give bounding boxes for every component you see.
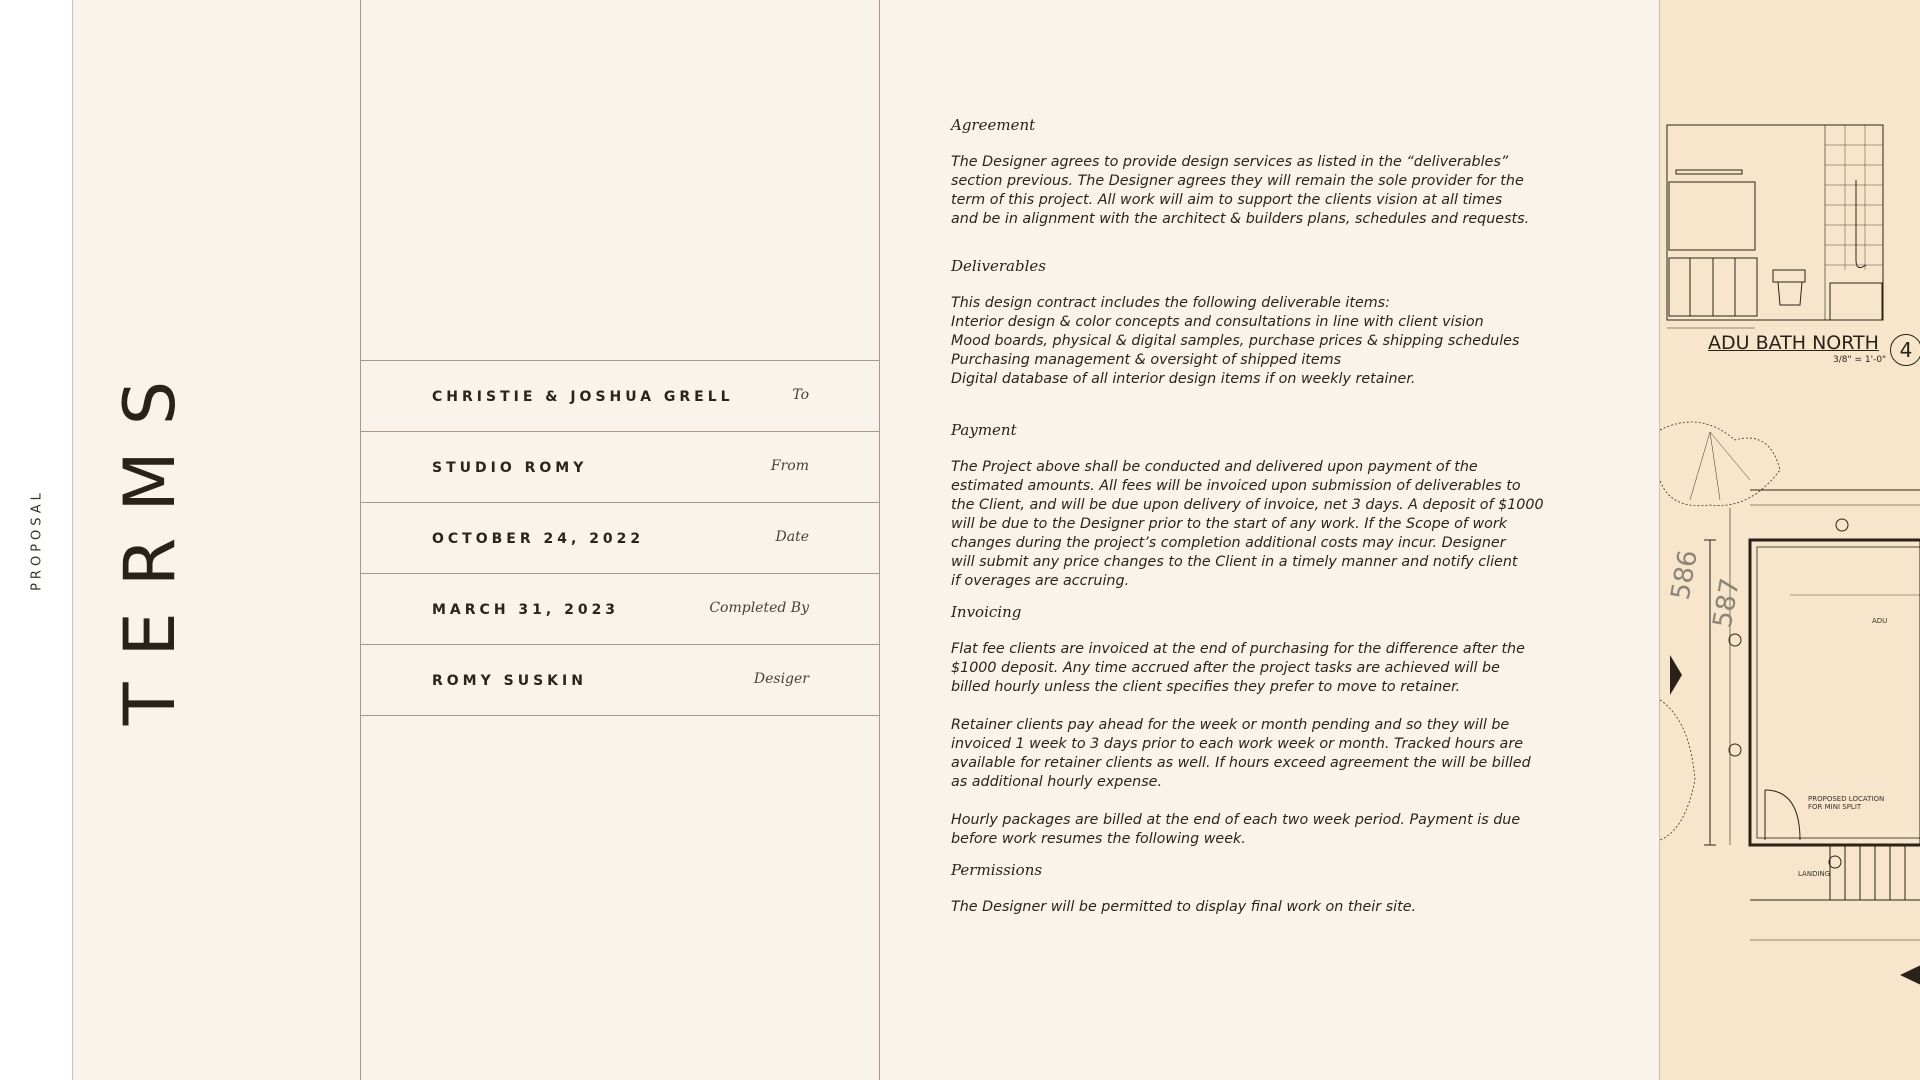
section-body	[951, 898, 1616, 917]
section-permissions	[951, 861, 1616, 917]
body-line: and be in alignment with the architect & builders plans, schedules and requests.	[951, 211, 1530, 227]
plan-scale: 3/8" = 1'-0"	[1833, 355, 1887, 365]
body-line: The Designer agrees to provide design services as listed in the “deliverables”	[951, 154, 1509, 170]
body-line: estimated amounts. All fees will be invoiced upon submission of deliverables to	[951, 478, 1521, 494]
info-key: From	[770, 458, 809, 474]
body-line: Mood boards, physical & digital samples, purchase prices & shipping schedules	[951, 333, 1520, 349]
info-key: To	[792, 387, 809, 403]
plan-number-badge: 4	[1890, 334, 1920, 366]
plan-dimension: 586	[1665, 547, 1704, 603]
body-line: The Project above shall be conducted and delivered upon payment of the	[951, 459, 1478, 475]
body-line: Purchasing management & oversight of shipped items	[951, 352, 1342, 368]
body-line: Interior design & color concepts and consultations in line with client vision	[951, 314, 1484, 330]
body-line: Hourly packages are billed at the end of each two week period. Payment is due	[951, 812, 1521, 828]
body-line: Digital database of all interior design items if on weekly retainer.	[951, 371, 1416, 387]
paragraph	[951, 811, 1616, 849]
info-table	[361, 360, 879, 716]
plan-note: FOR MINI SPLIT	[1808, 803, 1862, 811]
plan-dimension: 587	[1707, 575, 1746, 631]
section-heading: Invoicing	[951, 603, 1022, 621]
proposal-label: PROPOSAL	[29, 489, 45, 591]
body-line: will submit any price changes to the Client in a timely manner and notify client	[951, 554, 1518, 570]
section-heading: Agreement	[951, 116, 1036, 134]
plan-note: PROPOSED LOCATION	[1808, 795, 1885, 803]
body-line: The Designer will be permitted to display final work on their site.	[951, 899, 1417, 915]
info-key: Desiger	[753, 671, 809, 687]
info-row-completed-by	[361, 573, 879, 644]
section-body	[951, 294, 1616, 389]
section-payment	[951, 421, 1616, 591]
body-line: billed hourly unless the client specifies they prefer to move to retainer.	[951, 679, 1461, 695]
paragraph	[951, 716, 1616, 792]
info-value: CHRISTIE & JOSHUA GRELL	[432, 389, 734, 405]
section-deliverables	[951, 257, 1616, 389]
terms-content	[951, 116, 1616, 945]
info-row-designer	[361, 644, 879, 716]
section-invoicing	[951, 603, 1616, 849]
plan-title: ADU BATH NORTH	[1708, 332, 1879, 354]
info-column	[361, 0, 880, 1080]
page-title: TERMS	[109, 354, 191, 726]
body-line: Flat fee clients are invoiced at the end of purchasing for the difference after the	[951, 641, 1525, 657]
info-value: ROMY SUSKIN	[432, 673, 587, 689]
body-line: Retainer clients pay ahead for the week or month pending and so they will be	[951, 717, 1510, 733]
info-value: MARCH 31, 2023	[432, 602, 620, 618]
section-body	[951, 153, 1616, 229]
info-row-to	[361, 360, 879, 431]
info-row-date	[361, 502, 879, 573]
section-heading: Payment	[951, 421, 1017, 439]
info-value: STUDIO ROMY	[432, 460, 588, 476]
floor-plan-panel	[1659, 0, 1920, 1080]
info-value: OCTOBER 24, 2022	[432, 531, 645, 547]
section-body	[951, 640, 1616, 849]
section-heading: Permissions	[951, 861, 1043, 879]
plan-landing-label: LANDING	[1798, 870, 1831, 878]
left-strip	[0, 0, 73, 1080]
section-agreement	[951, 116, 1616, 229]
info-row-from	[361, 431, 879, 502]
paragraph	[951, 640, 1616, 697]
floor-plan-drawing	[1660, 0, 1920, 1080]
body-line: term of this project. All work will aim to support the clients vision at all times	[951, 192, 1503, 208]
body-line: section previous. The Designer agrees they will remain the sole provider for the	[951, 173, 1524, 189]
plan-room-label: ADU	[1872, 617, 1888, 625]
info-key: Completed By	[709, 600, 809, 616]
info-key: Date	[775, 529, 809, 545]
body-line: before work resumes the following week.	[951, 831, 1246, 847]
body-line: changes during the project’s completion additional costs may incur. Designer	[951, 535, 1506, 551]
section-heading: Deliverables	[951, 257, 1046, 275]
body-line: invoiced 1 week to 3 days prior to each work week or month. Tracked hours are	[951, 736, 1523, 752]
body-line: This design contract includes the following deliverable items:	[951, 295, 1390, 311]
body-line: will be due to the Designer prior to the start of any work. If the Scope of work	[951, 516, 1508, 532]
body-line: as additional hourly expense.	[951, 774, 1163, 790]
body-line: if overages are accruing.	[951, 573, 1130, 589]
section-body	[951, 458, 1616, 591]
body-line: $1000 deposit. Any time accrued after the project tasks are achieved will be	[951, 660, 1500, 676]
body-line: the Client, and will be due upon delivery of invoice, net 3 days. A deposit of $1000	[951, 497, 1544, 513]
body-line: available for retainer clients as well. If hours exceed agreement the will be billed	[951, 755, 1531, 771]
